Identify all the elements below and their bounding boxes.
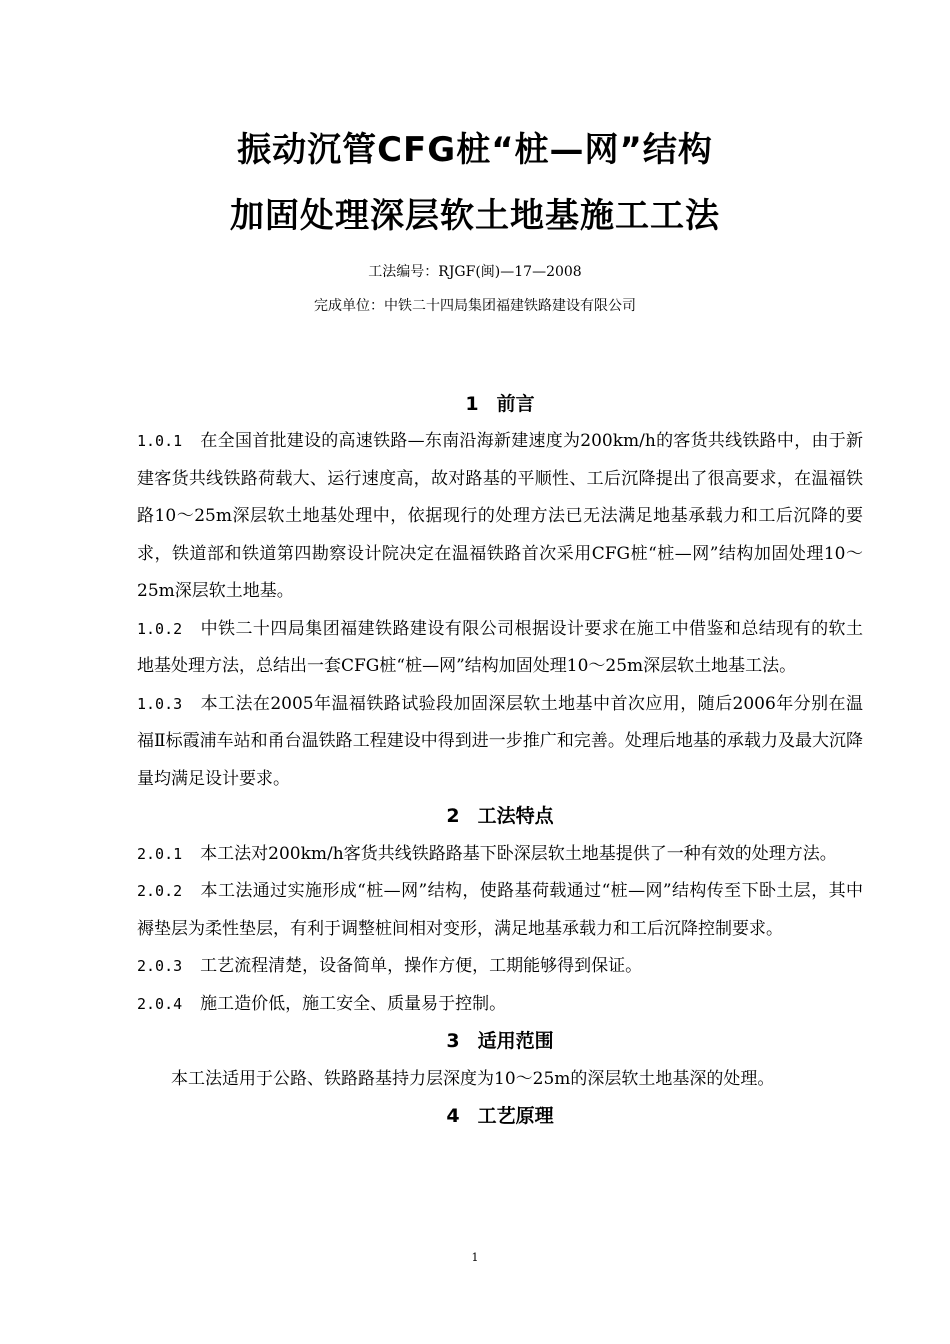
section-heading xyxy=(137,386,863,424)
section-title: 工艺原理 xyxy=(477,1105,554,1127)
paragraph xyxy=(137,948,863,986)
completion-unit: 完成单位：中铁二十四局集团福建铁路建设有限公司 xyxy=(314,298,636,314)
section-number: 4 xyxy=(446,1105,460,1127)
paragraph-text: 本工法适用于公路、铁路路基持力层深度为10～25m的深层软土地基深的处理。 xyxy=(171,1068,775,1089)
section-number: 1 xyxy=(465,392,479,415)
section-title: 适用范围 xyxy=(477,1030,554,1052)
section-number: 2 xyxy=(446,805,460,827)
paragraph-text: 本工法在2005年温福铁路试验段加固深层软土地基中首次应用，随后2006年分别在温福Ⅱ标霞浦车站和甬台温铁路工程建设中得到进一步推广和完善。处理后地基的承载力及最大沉降量均满足设计要求。 xyxy=(137,693,863,789)
paragraph-number: 2.0.1 xyxy=(137,844,183,863)
paragraph-text: 中铁二十四局集团福建铁路建设有限公司根据设计要求在施工中借鉴和总结现有的软土地基处理方法，总结出一套CFG桩“桩—网”结构加固处理10～25m深层软土地基工法。 xyxy=(137,618,863,676)
paragraph xyxy=(137,423,863,611)
paragraph-text: 工艺流程清楚，设备简单，操作方便，工期能够得到保证。 xyxy=(200,956,643,976)
section-heading xyxy=(137,1098,863,1136)
page-number: 1 xyxy=(471,1251,479,1264)
paragraph-text: 施工造价低，施工安全、质量易于控制。 xyxy=(200,993,507,1014)
section-title: 工法特点 xyxy=(477,805,554,827)
paragraph-number: 1.0.1 xyxy=(137,432,183,450)
document-title-line1: 振动沉管CFG桩“桩—网”结构 xyxy=(237,130,713,170)
paragraph-number: 2.0.4 xyxy=(137,994,183,1013)
paragraph-text: 本工法通过实施形成“桩—网”结构，使路基荷载通过“桩—网”结构传至下卧土层，其中褥垫层为柔性垫层，有利于调整桩间相对变形，满足地基承载力和工后沉降控制要求。 xyxy=(137,881,863,939)
paragraph-number: 1.0.3 xyxy=(137,694,183,713)
paragraph-text: 在全国首批建设的高速铁路—东南沿海新建速度为200km/h的客货共线铁路中，由于新建客货共线铁路荷载大、运行速度高，故对路基的平顺性、工后沉降提出了很高要求，在温福铁路10～25m深层软土地基处理中，依据现行的处理方法已无法满足地基承载力和工后沉降的要求，铁道部和铁道第四勘察设计院决定在温福铁路首次采用CFG桩“桩—网”结构加固处理10～25m深层软土地基。 xyxy=(137,431,863,601)
paragraph-number: 1.0.2 xyxy=(137,619,183,638)
section-heading xyxy=(137,1023,863,1061)
method-code: 工法编号：RJGF(闽)—17—2008 xyxy=(368,264,582,280)
document-body xyxy=(137,392,863,1136)
paragraph xyxy=(137,611,863,686)
paragraph xyxy=(137,873,863,948)
section-number: 3 xyxy=(446,1030,460,1052)
paragraph-number: 2.0.2 xyxy=(137,882,183,900)
paragraph xyxy=(137,686,863,799)
paragraph xyxy=(137,986,863,1024)
section-heading xyxy=(137,798,863,836)
paragraph-text: 本工法对200km/h客货共线铁路路基下卧深层软土地基提供了一种有效的处理方法。 xyxy=(200,843,837,864)
document-title-line2: 加固处理深层软土地基施工工法 xyxy=(230,196,720,236)
paragraph-number: 2.0.3 xyxy=(137,957,183,975)
paragraph xyxy=(137,836,863,874)
section-title: 前言 xyxy=(496,392,535,415)
